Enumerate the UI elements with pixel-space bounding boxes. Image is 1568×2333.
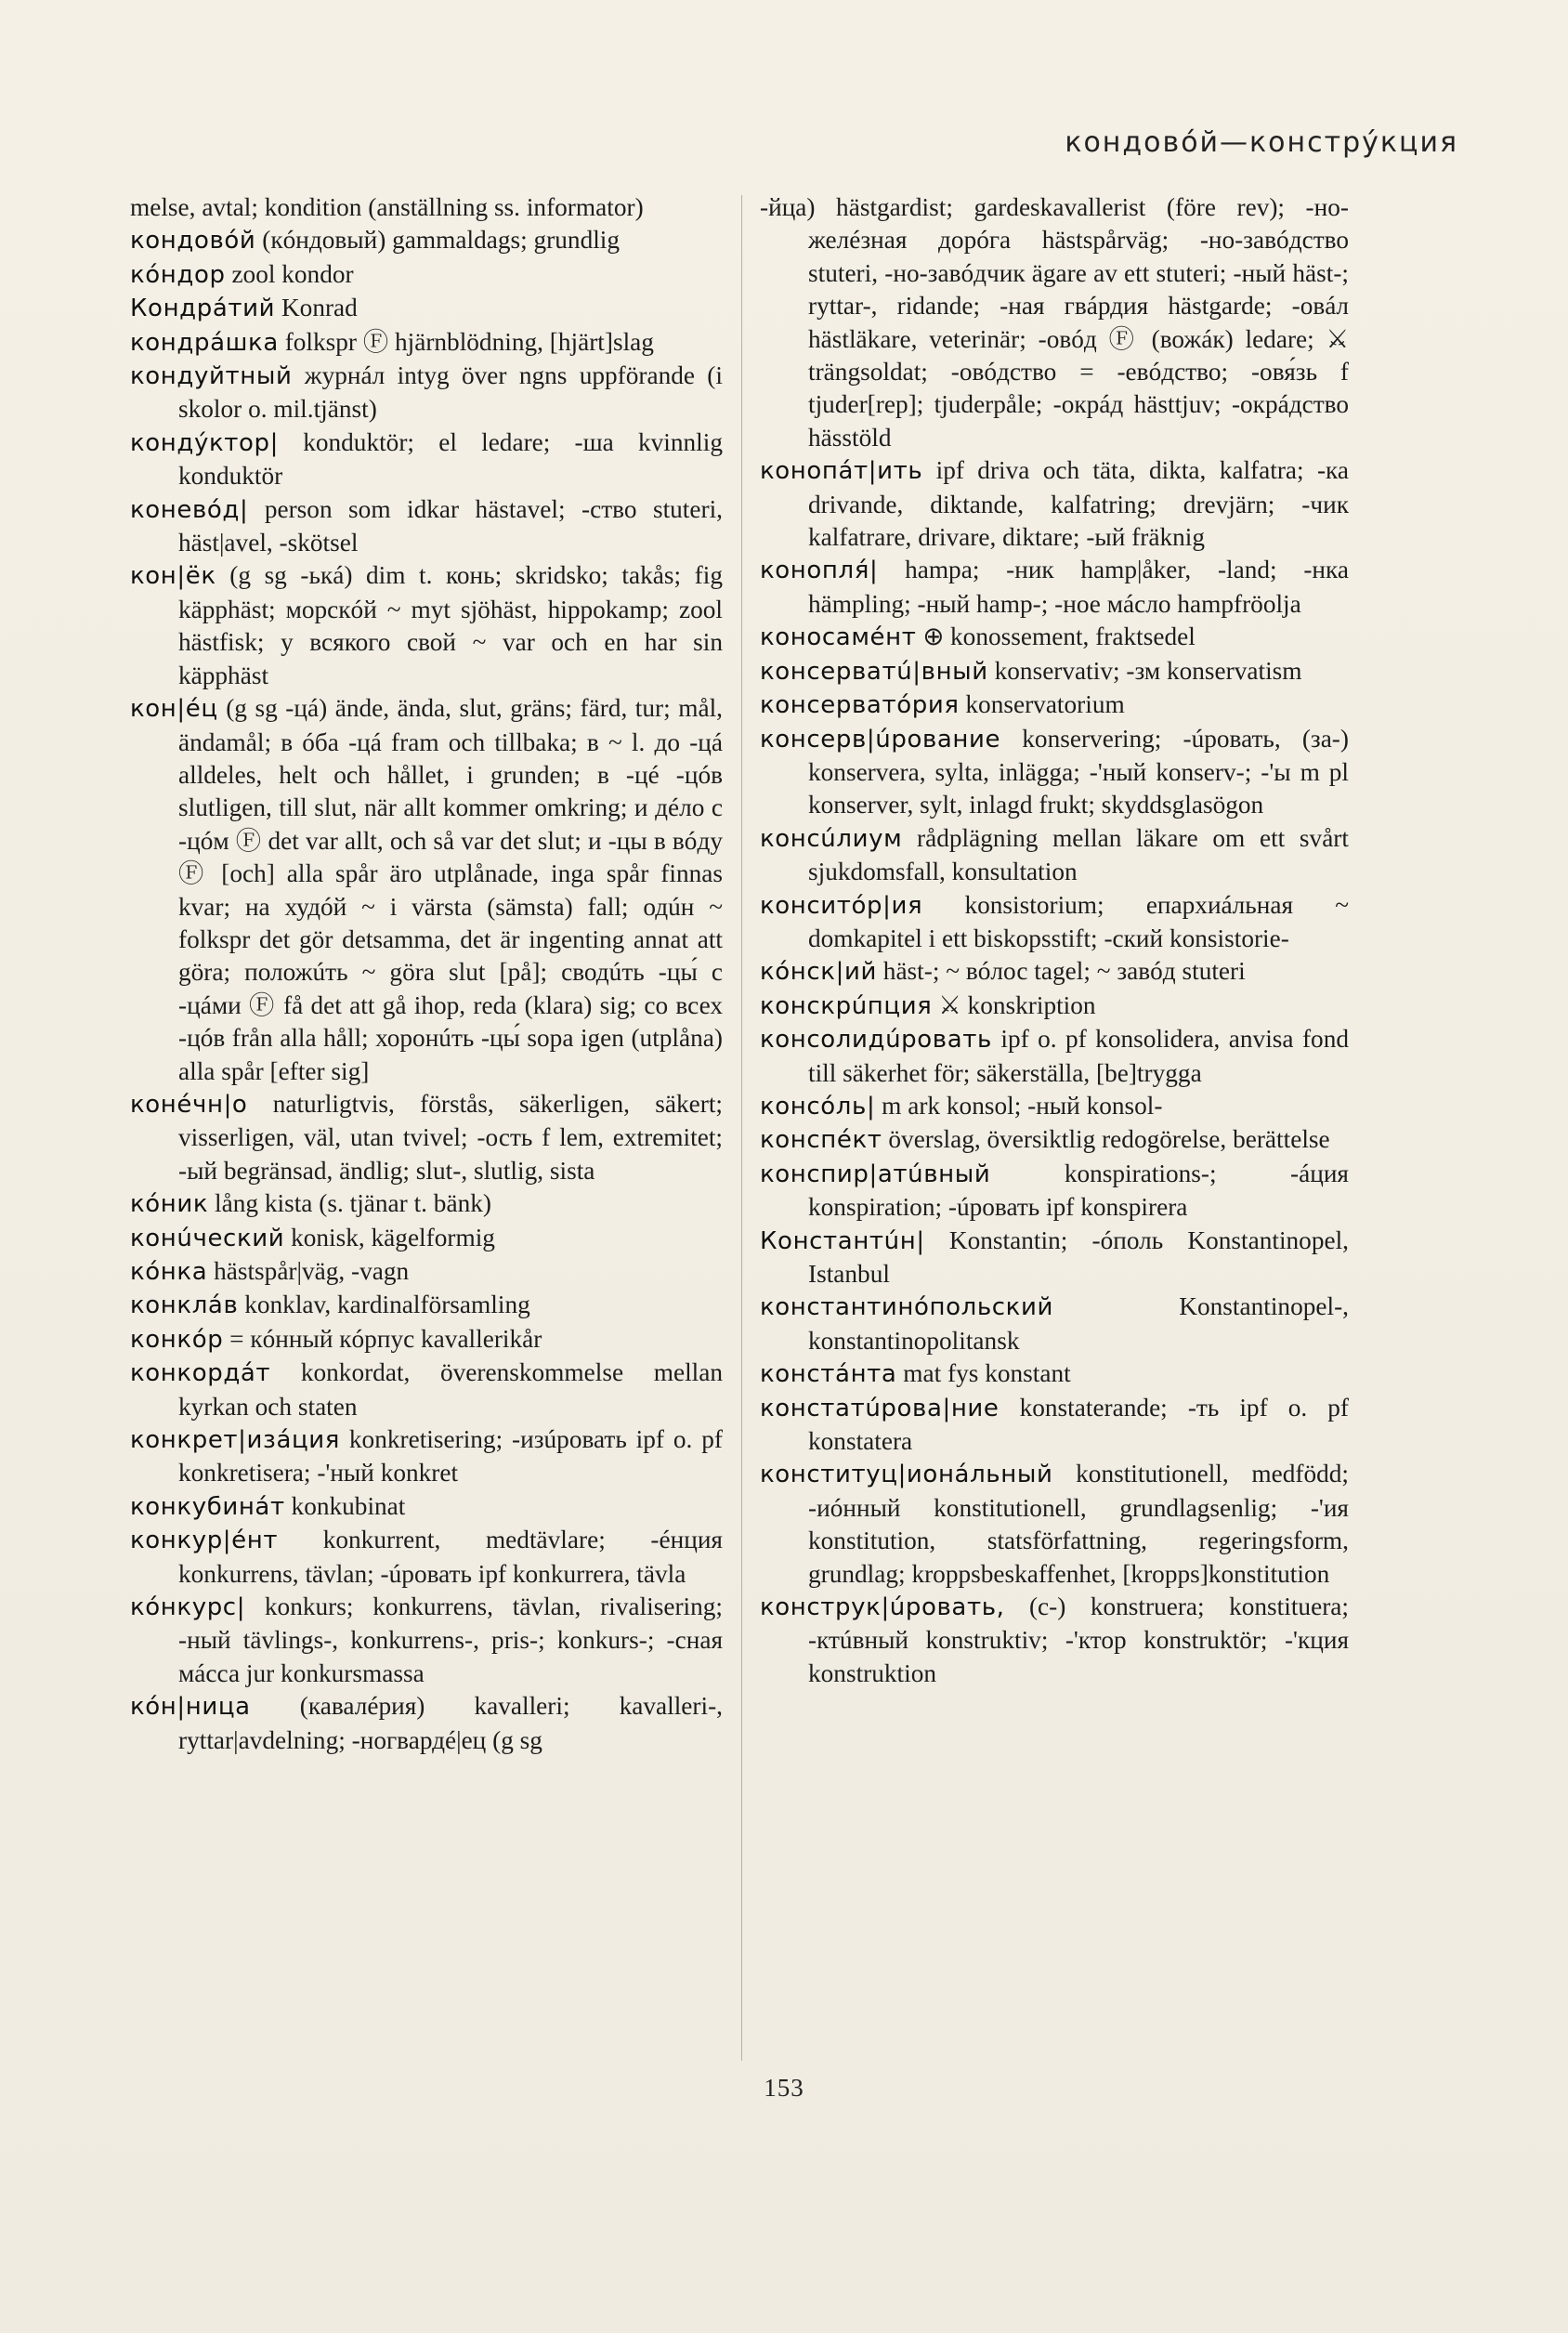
headword: кон|ёк [130,562,216,591]
dictionary-entry [760,1158,1349,1225]
headword: конструк|úровать, [760,1593,1005,1622]
dictionary-entry [130,692,723,1088]
dictionary-entry [130,493,723,560]
headword: кóндор [130,260,226,289]
dictionary-entry [760,1225,1349,1291]
dictionary-entry [130,292,723,325]
dictionary-entry [130,1222,723,1255]
headword: конспир|атúвный [760,1160,991,1188]
entry-text: = кóнный кóрпус kavallerikår [229,1324,542,1353]
headword: конкубинáт [130,1492,285,1521]
dictionary-entry [130,1289,723,1322]
headword: конéчн|о [130,1090,248,1119]
entry-text: överslag, översiktlig redogörelse, berättelse [888,1125,1330,1154]
entry-text: konkordat, överenskommelse mellan kyrkan och staten [178,1358,724,1421]
entry-text: (кóндовый) gammaldags; grundlig [262,226,621,255]
entry-text: konstaterande; -ть ipf o. pf konstatera [808,1393,1349,1456]
headword: консерватú|вный [760,657,988,686]
entry-text: ⚔ konskription [938,990,1096,1019]
dictionary-entry [130,360,723,426]
headword: констатúрова|ние [760,1394,1000,1422]
entry-text: konkretisering; -изúровать ipf o. pf konkretisera; -'ный konkret [178,1425,723,1488]
headword: конопáт|ить [760,457,923,486]
dictionary-entry [130,191,723,224]
dictionary-entry [760,1123,1349,1157]
headword: конситóр|ия [760,891,923,920]
entry-text: konkurs; konkurrens, tävlan, rivalisering; -ный tävlings-, konkurrens-, pris-; konkurs-; -сная мáсса jur konkursmassa [178,1592,723,1687]
dictionary-entry [760,191,1349,454]
dictionary-entry [760,1458,1349,1591]
headword: консолидúровать [760,1026,992,1055]
headword: коневóд| [130,495,249,524]
entry-text: Konrad [281,294,358,322]
headword: кóнка [130,1258,208,1286]
dictionary-entry [130,426,723,493]
entry-text: häst-; ~ вóлос tagel; ~ завóд stuteri [882,957,1246,986]
headword: конúческий [130,1224,285,1252]
dictionary-entry [760,655,1349,688]
entry-text: konkubinat [291,1491,406,1520]
headword: кондрáшка [130,328,279,357]
dictionary-entry [760,1357,1349,1391]
entry-text: konservering; -úровать, (за-) konservera, sylta, inlägga; -'ный konserv-; -'ы m pl konserver, sylt, inlagd frukt; skyddsglasögon [808,724,1349,819]
dictionary-entry [760,688,1349,722]
dictionary-entry [130,1591,723,1690]
dictionary-entry [130,326,723,360]
entry-text: rådplägning mellan läkare om ett svårt sjukdomsfall, konsultation [808,823,1349,886]
left-column [130,191,723,1757]
running-head: кондовóй—констрýкция [1065,126,1458,159]
headword: конскрúпция [760,991,933,1020]
headword: кóнск|ий [760,958,877,987]
entry-text: mat fys konstant [903,1359,1071,1388]
dictionary-entry [130,224,723,257]
entry-text: ipf o. pf konsolidera, anvisa fond till säkerhet för; säkerställa, [be]trygga [808,1025,1349,1087]
dictionary-entry [130,258,723,292]
entry-text: konkurrent, medtävlare; -éнция konkurrens, tävlan; -úровать ipf konkurrera, tävla [178,1526,723,1588]
dictionary-entry [130,1357,723,1423]
headword: кóник [130,1190,209,1219]
dictionary-entry [760,1591,1349,1690]
dictionary-entry [130,559,723,692]
dictionary-entry [130,1088,723,1187]
dictionary-entry [760,1090,1349,1123]
entry-text: (g sg -цá) ände, ända, slut, gräns; färd, tur; mål, ändamål; в óба -цá fram och tillbaka; в ~ l. до -цá alldeles, helt och hållet, i grunden; в -цé -цóв slutligen, till slut, när allt kommer omkring; и дéло с -цóм Ⓕ det var allt, och så var det slut; и -цы в вóду Ⓕ [och] alla spår äro utplånade, inga spår finnas kvar; на худóй ~ i värsta (sämsta) fall; одúн ~ folkspr det gör detsamma, det är ingenting annat att göra; положúть ~ göra slut [på]; сводúть -цы́ с -цáми Ⓕ få det att gå ihop, reda (klara) sig; со всех -цóв från alla håll; хоронúть -цы́ sopa igen (utplåna) alla spår [efter sig] [178,694,723,1085]
entry-text: melse, avtal; kondition (anställning ss. informator) [130,193,644,221]
entry-text: konstitutionell, medfödd; -иóнный konstitutionell, grundlagsenlig; -'ия konstitution, statsförfattning, regeringsform, grundlag; kroppsbeskaffenhet, [kropps]konstitution [808,1460,1350,1588]
entry-text: konisk, kägelformig [291,1223,495,1252]
dictionary-entry [130,1490,723,1524]
entry-text: ⊕ konossement, fraktsedel [922,623,1196,651]
entry-text: Konstantinopel-, konstantinopolitansk [808,1292,1349,1355]
entry-text: konspirations-; -áция konspiration; -úровать ipf konspirera [808,1159,1349,1222]
entry-text: person som idkar hästavel; -ство stuteri, häst|avel, -skötsel [178,494,723,557]
entry-text: naturligtvis, förstås, säkerligen, säkert; visserligen, väl, utan tvivel; -ость f lem, extremitet; -ый begränsad, ändlig; slut-, slutlig, sista [178,1089,723,1185]
dictionary-entry [760,723,1349,822]
dictionary-entry [760,1392,1349,1459]
headword: конституц|иoнáльный [760,1461,1053,1489]
headword: конкур|éнт [130,1527,279,1555]
headword: конкордáт [130,1359,271,1388]
dictionary-entry [130,1524,723,1591]
headword: кон|éц [130,695,218,724]
dictionary-entry [760,454,1349,554]
headword: консúлиум [760,824,903,853]
entry-text: hästspår|väg, -vagn [214,1257,410,1285]
headword: кондовóй [130,227,256,256]
dictionary-entry [130,1690,723,1757]
dictionary-entry [130,1255,723,1289]
entry-text: Konstantin; -óполь Konstantinopel, Istanbul [808,1225,1349,1288]
headword: коносамéнт [760,623,917,652]
headword: консерватóрия [760,691,960,720]
dictionary-entry [760,554,1349,621]
dictionary-entry [760,822,1349,889]
headword: кондýктор| [130,428,279,457]
right-column [760,191,1349,1690]
entry-text: konservatorium [965,690,1125,719]
dictionary-entry [760,955,1349,989]
entry-text: lång kista (s. tjänar t. bänk) [215,1189,491,1218]
dictionary-entry [760,889,1349,956]
headword: констáнта [760,1360,897,1389]
headword: кондуйтный [130,362,293,391]
dictionary-entry [760,990,1349,1023]
entry-text: журнáл intyg över ngns uppförande (i skolor o. mil.tjänst) [178,361,723,424]
dictionary-entry [760,621,1349,654]
entry-text: konsistorium; епархиáльная ~ domkapitel i ett biskopsstift; -ский konsistorie- [808,890,1349,952]
headword: кóн|ница [130,1693,251,1722]
entry-text: (кавалéрия) kavalleri; kavalleri-, ryttar|avdelning; -ногвардé|ец (g sg [178,1692,724,1754]
headword: Константúн| [760,1226,925,1255]
headword: Кондрáтий [130,295,276,323]
headword: кóнкурс| [130,1593,246,1622]
entry-text: (g sg -ькá) dim t. конь; skridsko; takås; fig käpphäst; морскóй ~ myt sjöhäst, hippokamp; zool hästfisk; у всякого свой ~ var och en har sin käpphäst [178,561,723,689]
headword: конопля́| [760,557,879,585]
entry-text: ipf driva och täta, dikta, kalfatra; -ка drivande, diktande, kalfatring; drevjärn; -чик kalfatrare, drivare, diktare; -ый fräknig [808,456,1349,552]
headword: консерв|úрование [760,725,1001,754]
dictionary-entry [130,1323,723,1357]
dictionary-entry [130,1187,723,1221]
headword: конкрет|изáция [130,1426,341,1455]
entry-text: konduktör; el ledare; -ша kvinnlig konduktör [178,427,723,491]
entry-text: zool kondor [231,259,354,288]
entry-text: hampa; -ник hamp|åker, -land; -нка hämpling; -ный hamp-; -ное мáсло hampfröolja [808,556,1349,618]
entry-text: folkspr Ⓕ hjärnblödning, [hjärt]slag [284,327,654,356]
entry-text: konklav, kardinalförsamling [244,1291,530,1319]
headword: конклáв [130,1291,239,1320]
headword: константинóпольский [760,1293,1053,1322]
entry-text: -йца) hästgardist; gardeskavallerist (före rev); -но-желéзная дорóга hästspårväg; -но-завóдство stuteri, -но-завóдчик ägare av ett stuteri; -ный häst-; ryttar-, ridande; -ная гвáрдия hästgarde; -овáл hästläkare, veterinär; -овóд Ⓕ (вожáк) ledare; ⚔ trängsoldat; -овóдство = -евóдство; -овя́зь f tjuder[rep]; tjuderpåle; -окрáд hästtjuv; -окрáдство hässtöld [760,193,1349,452]
entry-text: (с-) konstruera; konstituera; -ктúвный konstruktiv; -'ктор konstruktör; -'кция konstruktion [808,1592,1349,1687]
column-divider [741,195,742,2061]
page-number: 153 [764,2074,804,2102]
entry-text: m ark konsol; -ный konsol- [882,1091,1163,1120]
dictionary-entry [130,1423,723,1490]
headword: конспéкт [760,1126,882,1155]
dictionary-entry [760,1023,1349,1090]
dictionary-entry [760,1291,1349,1357]
entry-text: konservativ; -зм konservatism [994,656,1302,685]
headword: конкóр [130,1325,224,1354]
headword: консóль| [760,1092,876,1121]
